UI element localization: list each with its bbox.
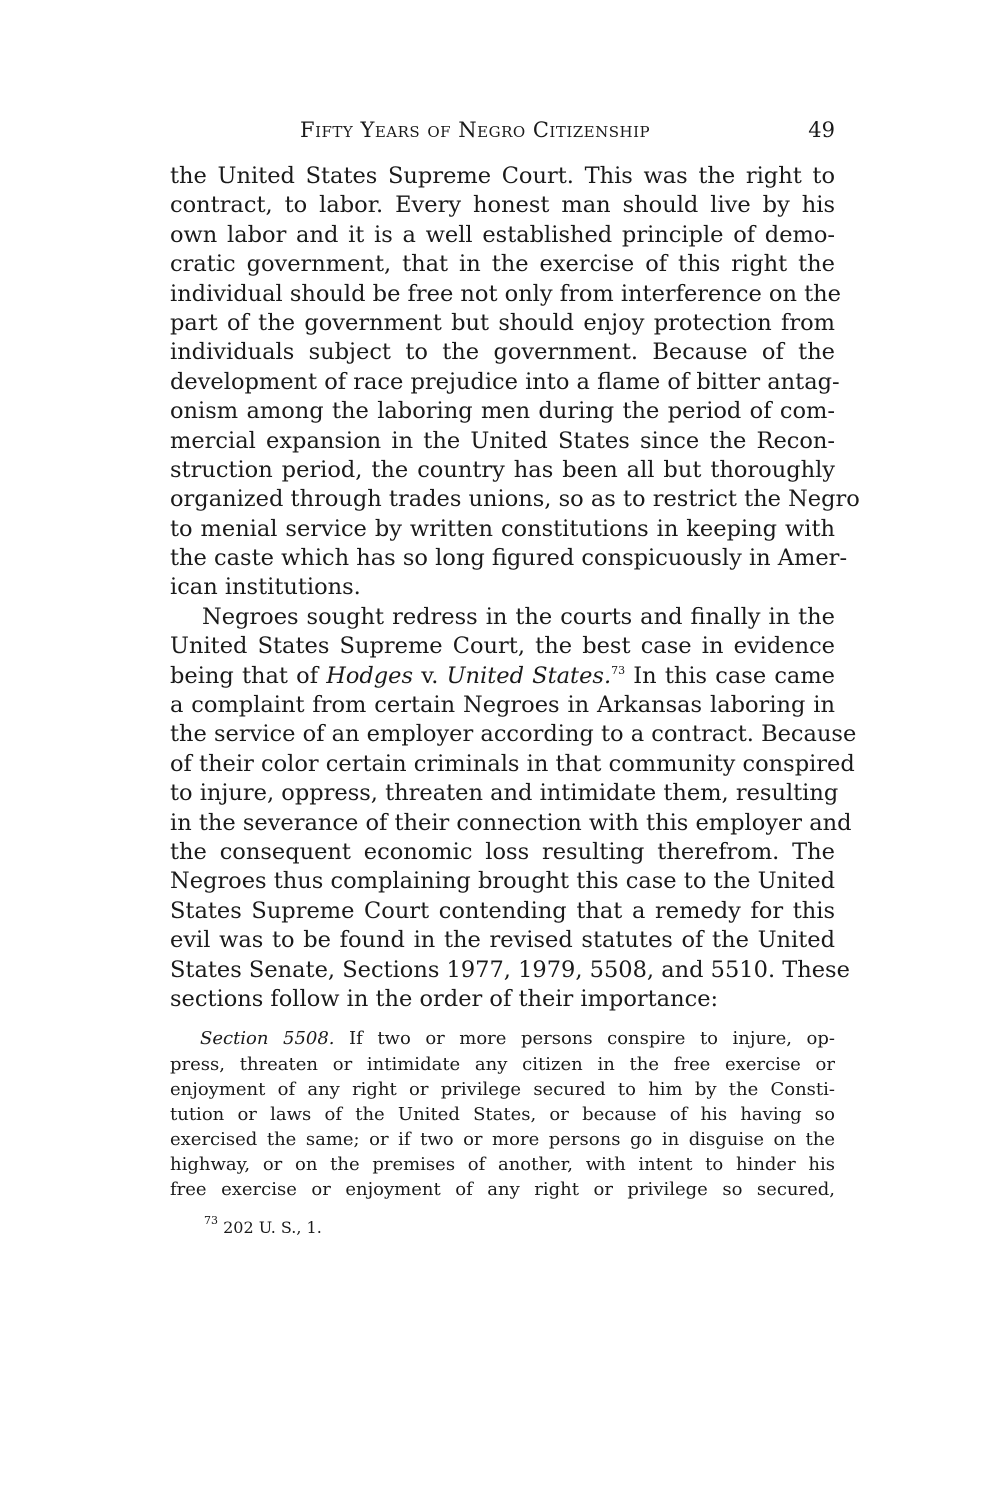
running-title: Fifty Years of Negro Citizenship — [300, 118, 651, 142]
text-line: individuals subject to the government. Because of the — [170, 339, 835, 366]
text-line: part of the government but should enjoy protection from — [170, 309, 835, 336]
text-line: free exercise or enjoyment of any right or privilege so secured, — [170, 1179, 835, 1201]
text-line: a complaint from certain Negroes in Arkansas laboring in — [170, 692, 835, 719]
section-label: Section 5508. — [200, 1028, 335, 1050]
text-fragment: being that of — [170, 662, 327, 689]
text-line: evil was to be found in the revised statutes of the United — [170, 927, 835, 954]
footnote-reference[interactable]: 73 — [611, 663, 626, 677]
text-line: Negroes sought redress in the courts and finally in the — [202, 603, 835, 630]
body-text — [170, 162, 860, 1014]
text-line-citation — [170, 662, 835, 691]
text-line: to injure, oppress, threaten and intimidate them, resulting — [170, 780, 839, 807]
text-fragment: In this case came — [625, 662, 835, 689]
text-fragment: If two or more persons conspire to injure, op- — [334, 1028, 835, 1050]
text-line: own labor and it is a well established principle of demo- — [170, 221, 835, 248]
text-line: the service of an employer according to a contract. Because — [170, 721, 857, 748]
text-line-section — [170, 1026, 835, 1051]
text-line: contract, to labor. Every honest man should live by his — [170, 192, 835, 219]
text-line: States Senate, Sections 1977, 1979, 5508, and 5510. These — [170, 956, 850, 983]
text-line: to menial service by written constitutions in keeping with — [170, 515, 835, 542]
paragraph-hodges — [170, 603, 857, 1014]
case-plaintiff: Hodges — [326, 662, 414, 689]
text-line: sections follow in the order of their importance: — [170, 985, 719, 1012]
text-line: Negroes thus complaining brought this case to the United — [170, 868, 835, 895]
footnote-marker: 73 — [204, 1213, 218, 1227]
text-line: the United States Supreme Court. This was the right to — [170, 163, 835, 189]
case-defendant: United States. — [446, 662, 612, 689]
text-line: individual should be free not only from interference on the — [170, 280, 841, 307]
text-line: ican institutions. — [170, 574, 361, 601]
paragraph-continued — [170, 162, 860, 603]
page-number: 49 — [808, 118, 835, 142]
text-line: United States Supreme Court, the best case in evidence — [170, 633, 835, 660]
text-line: exercised the same; or if two or more persons go in disguise on the — [170, 1129, 835, 1151]
text-line: press, threaten or intimidate any citizen in the free exercise or — [170, 1053, 835, 1075]
text-line: onism among the laboring men during the period of com- — [170, 398, 835, 425]
text-line: development of race prejudice into a flame of bitter antag- — [170, 368, 840, 395]
text-line: organized through trades unions, so as to restrict the Negro — [170, 486, 860, 513]
footnote — [170, 1213, 835, 1239]
text-line: highway, or on the premises of another, with intent to hinder his — [170, 1154, 835, 1176]
book-page — [170, 110, 860, 1239]
text-line: mercial expansion in the United States since the Recon- — [170, 427, 835, 454]
text-line: States Supreme Court contending that a remedy for this — [170, 897, 835, 924]
statute-quote — [170, 1026, 835, 1202]
running-head — [170, 110, 835, 150]
case-v: v. — [413, 662, 447, 689]
text-line: tution or laws of the United States, or because of his having so — [170, 1103, 835, 1125]
text-line: of their color certain criminals in that community conspired — [170, 750, 855, 777]
text-line: the caste which has so long figured conspicuously in Amer- — [170, 545, 848, 572]
text-line: cratic government, that in the exercise of this right the — [170, 251, 835, 278]
text-line: struction period, the country has been all but thoroughly — [170, 456, 835, 483]
text-line: in the severance of their connection with this employer and — [170, 809, 852, 836]
text-line: the consequent economic loss resulting therefrom. The — [170, 838, 835, 865]
footnote-text: 202 U. S., 1. — [218, 1217, 322, 1237]
text-line: enjoyment of any right or privilege secured to him by the Consti- — [170, 1078, 835, 1100]
